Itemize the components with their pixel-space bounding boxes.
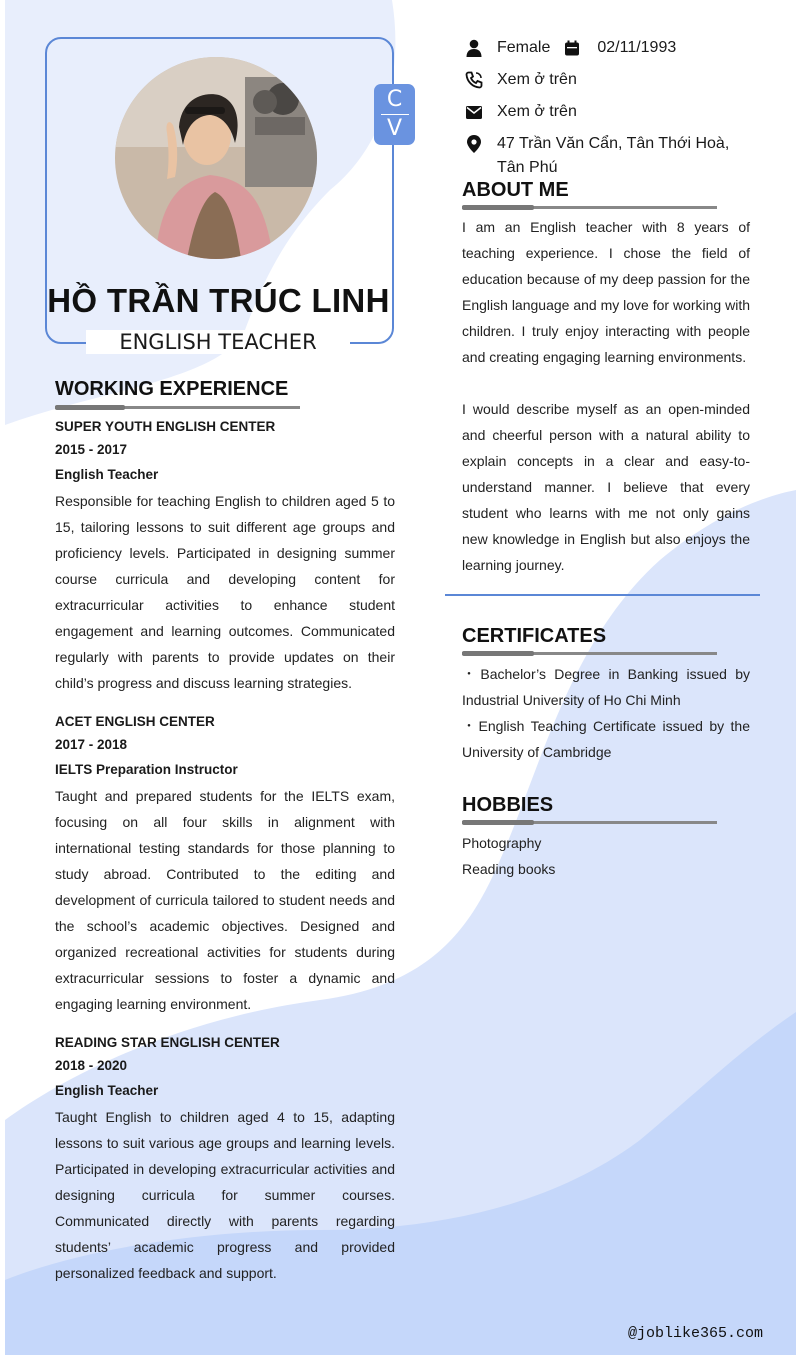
experience-period: 2018 - 2020 xyxy=(55,1058,128,1073)
watermark-text: @joblike365.com xyxy=(627,1325,763,1342)
experience-underline xyxy=(55,406,300,409)
email-icon xyxy=(462,100,486,124)
address-value xyxy=(497,132,729,180)
certificates-list xyxy=(462,661,750,765)
hobby-item: Reading books xyxy=(462,861,556,877)
experience-item xyxy=(55,710,395,1017)
address-line-1: 47 Trần Văn Cẩn, Tân Thới Hoà, xyxy=(497,135,730,152)
location-icon xyxy=(462,132,486,156)
contact-address xyxy=(462,132,729,180)
phone-icon xyxy=(462,68,486,92)
experience-role: English Teacher xyxy=(55,1083,159,1098)
about-paragraph: I would describe myself as an open-minded and cheerful person with a natural ability to explain concepts in a clear and easy-to-understand manner. I believe that every student who learns with me not only gains new knowledge in English but also enjoys the learning journey. xyxy=(462,401,750,573)
hobbies-underline xyxy=(462,821,717,824)
about-title: ABOUT ME xyxy=(462,179,569,201)
certificates-title: CERTIFICATES xyxy=(462,625,607,647)
experience-period: 2017 - 2018 xyxy=(55,737,128,752)
experience-company: SUPER YOUTH ENGLISH CENTER xyxy=(55,419,276,434)
experience-underline-accent xyxy=(55,405,125,410)
candidate-name: HỒ TRẦN TRÚC LINH xyxy=(47,282,390,319)
certificates-underline xyxy=(462,652,717,655)
section-divider xyxy=(445,594,760,596)
gender-value: Female xyxy=(497,39,551,56)
phone-value: Xem ở trên xyxy=(497,71,577,88)
experience-item xyxy=(55,415,395,696)
experience-title: WORKING EXPERIENCE xyxy=(55,378,289,400)
experience-company: ACET ENGLISH CENTER xyxy=(55,714,215,729)
contact-gender-birthday xyxy=(462,36,676,60)
experience-description: Taught and prepared students for the IELTS exam, focusing on all four skills in alignment with international testing standards for those planning to study abroad. Contributed to the editing and development of curricula tailored to student needs and the school’s academic objectives. Designed and organized recreational activities for students during extracurricular sessions to foster a dynamic and engaging learning environment. xyxy=(55,788,395,1012)
experience-description: Responsible for teaching English to children aged 5 to 15, tailoring lessons to suit different age groups and proficiency levels. Participated in designing summer course curricula and developing content for extracurricular activities to enhance student engagement and learning outcomes. Communicated regularly with parents to provide updates on their child’s progress and discuss learning strategies. xyxy=(55,493,395,691)
experience-role: IELTS Preparation Instructor xyxy=(55,762,238,777)
experience-item xyxy=(55,1031,395,1286)
calendar-icon xyxy=(560,36,584,60)
experience-period: 2015 - 2017 xyxy=(55,442,128,457)
profile-photo xyxy=(115,57,317,259)
certificates-underline-accent xyxy=(462,651,534,656)
about-text xyxy=(462,214,750,578)
experience-role: English Teacher xyxy=(55,467,159,482)
email-value: Xem ở trên xyxy=(497,103,577,120)
cv-badge-bottom: V xyxy=(386,116,403,141)
certificate-item: ・Bachelor’s Degree in Banking issued by Industrial University of Ho Chi Minh xyxy=(462,666,750,708)
hobbies-underline-accent xyxy=(462,820,534,825)
cv-badge-top: C xyxy=(386,87,403,112)
experience-description: Taught English to children aged 4 to 15, adapting lessons to suit various age groups and learning levels. Participated in developing extracurricular activities and designing curricula for summer courses. Communicated directly with parents regarding students’ academic progress and provided personalized feedback and support. xyxy=(55,1109,395,1281)
job-title: ENGLISH TEACHER xyxy=(86,330,350,354)
certificate-item: ・English Teaching Certificate issued by the University of Cambridge xyxy=(462,718,750,760)
contact-email xyxy=(462,100,577,124)
hobby-item: Photography xyxy=(462,835,542,851)
about-underline xyxy=(462,206,717,209)
contact-phone xyxy=(462,68,577,92)
hobbies-list xyxy=(462,830,750,882)
cv-badge xyxy=(374,84,415,145)
experience-company: READING STAR ENGLISH CENTER xyxy=(55,1035,280,1050)
address-line-2: Tân Phú xyxy=(497,159,558,176)
birthday-value: 02/11/1993 xyxy=(597,39,677,56)
user-icon xyxy=(462,36,486,60)
about-underline-accent xyxy=(462,205,534,210)
hobbies-title: HOBBIES xyxy=(462,794,554,816)
about-paragraph: I am an English teacher with 8 years of teaching experience. I chose the field of education because of my deep passion for the English language and my love for working with children. I truly enjoy interacting with people and creating engaging learning environments. xyxy=(462,219,750,365)
